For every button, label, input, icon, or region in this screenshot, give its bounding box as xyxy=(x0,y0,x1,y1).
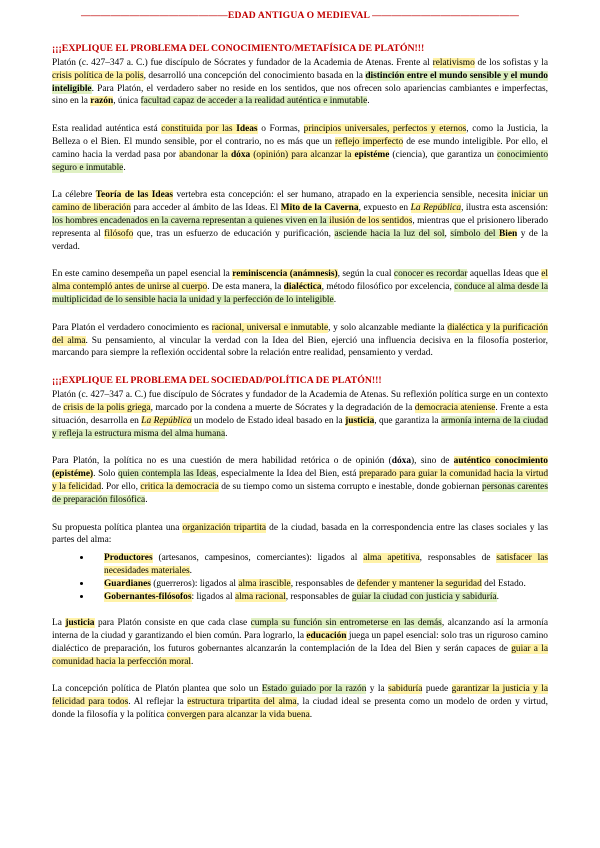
bullet-list xyxy=(52,552,548,603)
text-run: , que garantiza la xyxy=(374,415,441,426)
paragraph xyxy=(52,683,548,721)
text-run: Esta realidad auténtica está xyxy=(52,124,162,135)
text-run: dóxa xyxy=(391,456,412,467)
text-run: cumpla su función sin entrometerse en las demás xyxy=(250,618,442,629)
text-run: , única xyxy=(113,96,141,107)
text-run: quien contempla las Ideas xyxy=(118,469,217,480)
text-run: (opinión) para alcanzar la xyxy=(250,149,355,160)
text-run: conocimiento seguro e inmutable xyxy=(52,149,549,173)
text-run: dialéctica y la purificación del alma xyxy=(52,322,548,346)
text-run: de los sofistas y la xyxy=(474,58,549,68)
text-run: (guerreros): ligados al xyxy=(150,578,239,589)
text-run: (artesanos, campesinos, comerciantes): ligados al xyxy=(152,553,364,564)
text-run: . xyxy=(496,591,499,602)
text-run: La República xyxy=(141,415,192,426)
text-run: de su tiempo como un sistema corrupto e inestable, donde gobiernan xyxy=(218,481,482,492)
text-run: . Al reflejar la xyxy=(128,697,188,708)
paragraph xyxy=(52,268,548,306)
text-run: guiar la ciudad con justicia y sabiduría xyxy=(351,591,497,602)
text-run: , responsables de xyxy=(290,578,357,589)
text-run: , ilustra esta ascensión: xyxy=(461,203,548,214)
text-run: para acceder al ámbito de las Ideas. El xyxy=(130,203,281,214)
text-run: . xyxy=(191,656,194,667)
text-run: Teoría de las Ideas xyxy=(95,190,174,201)
list-item xyxy=(92,552,548,578)
list-item xyxy=(92,578,548,591)
text-run: crisis política de la polis xyxy=(52,70,144,81)
section-2-heading: ¡¡¡EXPLIQUE EL PROBLEMA DEL SOCIEDAD/POLÍTICA DE PLATÓN!!! xyxy=(52,375,382,387)
text-run: personas carentes de preparación filosófica xyxy=(52,481,548,505)
text-run: y de la verdad. xyxy=(52,228,548,252)
text-run: , alcanzando así la armonía interna de la ciudad y garantizando el bien común. Para lograrlo, la xyxy=(52,618,548,642)
paragraph xyxy=(52,389,548,440)
text-run: Para Platón, la política no es una cuestión de mera habilidad retórica o de opinión ( xyxy=(52,456,392,467)
text-run: convergen para alcanzar la vida buena xyxy=(166,710,310,721)
paragraph xyxy=(52,455,548,506)
text-run: Bien xyxy=(499,228,518,239)
text-run: dóxa xyxy=(230,149,251,160)
text-run: ilusión de los sentidos xyxy=(329,215,413,226)
text-run: de la ciudad, basada en la correspondencia entre las clases sociales y las partes del alma: xyxy=(52,522,548,546)
text-run: armonía interna de la ciudad y refleja la estructura misma del alma humana xyxy=(52,415,549,439)
text-run: abandonar la xyxy=(179,149,231,160)
text-run: justicia xyxy=(65,618,95,629)
paragraph xyxy=(52,522,548,548)
text-run: Guardianes xyxy=(104,578,151,589)
text-run: , especialmente la Idea del Bien, está xyxy=(216,469,360,480)
text-run: . Su pensamiento, al vincular la verdad con la Idea del Bien, ejerció una influencia decisiva en la filosofía posterior, marcando para siempre la reflexión occidental sobre la relación entre realidad, pensamiento y verdad. xyxy=(52,335,548,359)
text-run: critica la democracia xyxy=(140,481,219,492)
text-run: razón xyxy=(90,96,114,107)
text-run: del Estado. xyxy=(481,578,526,589)
text-run: (ciencia), que garantiza un xyxy=(389,149,497,160)
text-run: relativismo xyxy=(432,58,475,68)
text-run: que, tras un esfuerzo de educación y purificación, xyxy=(133,228,335,239)
text-run: símbolo del xyxy=(450,228,500,239)
text-run: reminiscencia (anámnesis) xyxy=(232,269,338,280)
text-run: . xyxy=(225,428,228,439)
text-run: . xyxy=(367,96,370,107)
text-run: justicia xyxy=(345,415,375,426)
text-run: o Formas, xyxy=(257,124,304,135)
text-run: , la ciudad ideal se presenta como un modelo de orden y virtud, donde la filosofía y la política xyxy=(52,697,548,721)
text-run: los hombres encadenados en la caverna representan a quienes viven en la xyxy=(52,215,330,226)
text-run: estructura tripartita del alma xyxy=(187,697,297,708)
text-run: garantizar la justicia y la felicidad para todos xyxy=(52,684,548,708)
text-run: . Frente a esta situación, desarrolla en xyxy=(52,402,549,426)
text-run: La República xyxy=(410,203,462,214)
text-run: racional, universal e inmutable xyxy=(211,322,329,333)
text-run: , según la cual xyxy=(337,269,394,280)
text-run: Para Platón el verdadero conocimiento es xyxy=(52,322,212,333)
text-run: , y solo alcanzable mediante la xyxy=(328,322,448,333)
text-run: facultad capaz de acceder a la realidad auténtica e inmutable xyxy=(140,96,368,107)
text-run: , marcado por la condena a muerte de Sócrates y la degradación de la xyxy=(150,402,415,413)
text-run: puede xyxy=(422,684,452,695)
text-run: distinción entre el mundo sensible y el mundo inteligible xyxy=(52,70,548,94)
text-run: En este camino desempeña un papel esencial la xyxy=(52,269,233,280)
text-run: alma racional xyxy=(234,591,286,602)
text-run: crisis de la polis griega xyxy=(63,402,151,413)
text-run: un modelo de Estado ideal basado en la xyxy=(191,415,346,426)
text-run: asciende hacia la luz del sol xyxy=(334,228,445,239)
text-run: defender y mantener la seguridad xyxy=(356,578,482,589)
text-run: preparado para guiar la comunidad hacia la virtud y la felicidad xyxy=(52,469,549,492)
text-run: aquellas Ideas que xyxy=(467,269,542,280)
text-run: , desarrolló una concepción del conocimiento basada en la xyxy=(143,70,366,81)
text-run: de ese mundo inteligible. Por ello, el camino hacia la verdad pasa por xyxy=(52,136,548,160)
text-run: el alma contempló antes de unirse al cuerpo xyxy=(52,269,548,293)
text-run: La concepción política de Platón plantea que solo un xyxy=(52,684,262,695)
text-run: . xyxy=(333,294,337,305)
text-run: . Por ello, xyxy=(101,481,141,492)
text-run: y la xyxy=(366,684,389,695)
text-run: . De esta manera, la xyxy=(207,282,284,293)
text-run: , mientras que el prisionero liberado representa al xyxy=(52,215,549,239)
text-run: , expuesto en xyxy=(358,203,411,214)
text-run: para Platón consiste en que cada clase xyxy=(94,618,251,629)
text-run: , xyxy=(444,228,451,239)
text-run: juega un papel esencial: solo tras un riguroso camino dialéctico de preparación, los futuros gobernantes alcanzarán la contemplación de la Idea del Bien y serán capaces de xyxy=(52,631,548,654)
text-run: La xyxy=(52,618,66,629)
paragraph xyxy=(52,617,548,668)
text-run: alma apetitiva xyxy=(363,553,420,564)
text-run: constituida por las xyxy=(161,124,237,135)
text-run: ) xyxy=(90,469,94,480)
text-run: . xyxy=(145,494,148,505)
text-run: conduce al alma desde la multiplicidad de lo sensible hacia la unidad y la perfección de lo inteligible xyxy=(52,282,548,305)
text-run: Platón (c. 427–347 a. C.) fue discípulo de Sócrates y fundador de la Academia de Atenas. Frente al xyxy=(52,58,433,68)
page-header: ———————————————EDAD ANTIGUA O MEDIEVAL ——————————————— xyxy=(80,10,520,21)
list-item xyxy=(92,591,548,604)
text-run: , responsables de xyxy=(419,553,497,564)
text-run: . xyxy=(189,565,192,576)
text-run: satisfacer las necesidades materiales xyxy=(104,553,549,576)
text-run: reflejo imperfecto xyxy=(335,136,404,147)
text-run: conocer es recordar xyxy=(393,269,468,280)
text-run: Su propuesta política plantea una xyxy=(52,522,183,533)
text-run: sabiduría xyxy=(388,684,423,695)
text-run: vertebra esta concepción: el ser humano, atrapado en la experiencia sensible, necesita xyxy=(173,190,512,201)
paragraph xyxy=(52,123,548,174)
text-run: . Para Platón, el verdadero saber no reside en los sentidos, que nos ofrecen solo apariencias cambiantes e imperfectas, sino en la xyxy=(52,83,548,107)
text-run: Mito de la Caverna xyxy=(280,203,359,214)
text-run: epistéme xyxy=(354,149,390,160)
text-run: , método filosófico por excelencia, xyxy=(321,282,455,293)
text-run: Ideas xyxy=(236,124,258,135)
text-run: . Solo xyxy=(93,469,119,480)
text-run: educación xyxy=(306,631,347,642)
text-run: Estado guiado por la razón xyxy=(261,684,367,695)
paragraph xyxy=(52,189,548,253)
text-run: dialéctica xyxy=(283,282,322,293)
paragraph xyxy=(52,322,548,360)
text-run: , como la Justicia, la Belleza o el Bien. El mundo sensible, por el contrario, no es más que un xyxy=(52,124,548,147)
text-run: : ligados al xyxy=(191,591,235,602)
text-run: guiar a la comunidad hacia la perfección moral xyxy=(52,643,548,667)
section-1-heading: ¡¡¡EXPLIQUE EL PROBLEMA DEL CONOCIMIENTO/METAFÍSICA DE PLATÓN!!! xyxy=(52,43,425,54)
text-run: principios universales, perfectos y eternos xyxy=(303,124,467,135)
text-run: epistéme xyxy=(55,469,91,480)
text-run: Productores xyxy=(104,553,153,564)
text-run: auténtico conocimiento ( xyxy=(52,456,548,480)
text-run: iniciar un camino de liberación xyxy=(52,190,549,214)
text-run: democracia ateniense xyxy=(414,402,496,413)
paragraph xyxy=(52,57,548,108)
text-run: , responsables de xyxy=(285,591,352,602)
text-run: ), sino de xyxy=(411,456,454,467)
text-run: . xyxy=(309,710,313,721)
text-run: Platón (c. 427–347 a. C.) fue discípulo de Sócrates y fundador de la Academia de Atenas. Su reflexión política surge en un contexto de xyxy=(52,390,548,413)
text-run: filósofo xyxy=(104,228,134,239)
text-run: alma irascible xyxy=(238,578,291,589)
text-run: La célebre xyxy=(52,190,96,201)
text-run: organización tripartita xyxy=(182,522,267,533)
text-run: . xyxy=(123,162,126,173)
text-run: Gobernantes-filósofos xyxy=(104,591,192,602)
